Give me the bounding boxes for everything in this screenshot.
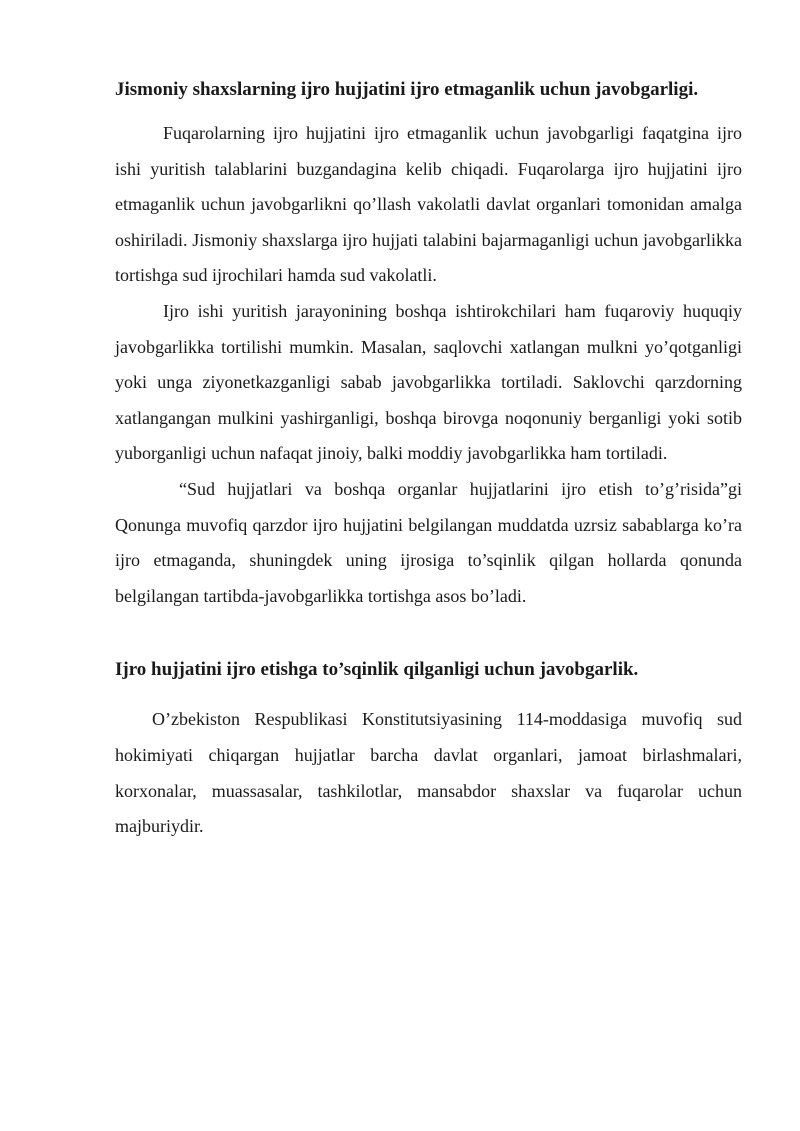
section-heading-obstruction-liability: Ijro hujjatini ijro etishga to’sqinlik qilganligi uchun javobgarlik. xyxy=(115,659,639,681)
paragraph-law-reference: “Sud hujjatlari va boshqa organlar hujjatlarini ijro etish to’g’risida”gi Qonunga muvofiq qarzdor ijro hujjatini belgilangan muddatda uzrsiz sabablarga ko’ra ijro etmaganda, shuningdek uning ijrosiga to’sqinlik qilgan hollarda qonunda belgilangan tartibda-javobgarlikka tortishga asos bo’ladi. xyxy=(115,478,742,606)
section-heading-liability-individuals: Jismoniy shaxslarning ijro hujjatini ijro etmaganlik uchun javobgarligi. xyxy=(115,79,699,100)
document-body xyxy=(115,72,742,845)
paragraph-citizens-liability: Fuqarolarning ijro hujjatini ijro etmaganlik uchun javobgarligi faqatgina ijro ishi yuritish talablarini buzgandagina kelib chiqadi. Fuqarolarga ijro hujjatini ijro etmaganlik uchun javobgarlikni qo’llash vakolatli davlat organlari tomonidan amalga oshiriladi. Jismoniy shaxslarga ijro hujjati talabini bajarmaganligi uchun javobgarlikka tortishga sud ijrochilari hamda sud vakolatli. xyxy=(115,123,742,286)
paragraph-constitution-article: O’zbekiston Respublikasi Konstitutsiyasining 114-moddasiga muvofiq sud hokimiyati chiqargan hujjatlar barcha davlat organlari, jamoat birlashmalari, korxonalar, muassasalar, tashkilotlar, mansabdor shaxslar va fuqarolar uchun majburiydir. xyxy=(115,709,742,837)
paragraph-other-participants: Ijro ishi yuritish jarayonining boshqa ishtirokchilari ham fuqaroviy huquqiy javobgarlikka tortilishi mumkin. Masalan, saqlovchi xatlangan mulkni yo’qotganligi yoki unga ziyonetkazganligi sabab javobgarlikka tortiladi. Saklovchi qarzdorning xatlangangan mulkini yashirganligi, boshqa birovga noqonuniy berganligi yoki sotib yuborganligi uchun nafaqat jinoiy, balki moddiy javobgarlikka ham tortiladi. xyxy=(115,300,742,464)
